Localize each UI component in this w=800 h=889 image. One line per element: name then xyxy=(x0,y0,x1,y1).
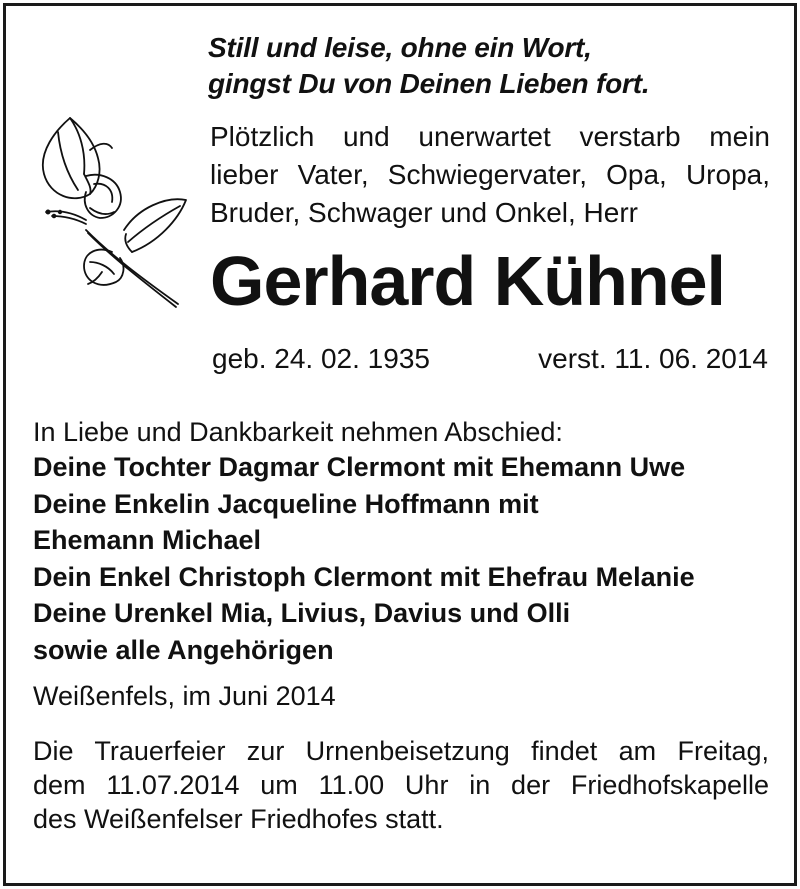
birth-date: geb. 24. 02. 1935 xyxy=(212,343,430,374)
service-line-2: dem 11.07.2014 um 11.00 Uhr in der Friedhofskapelle xyxy=(33,770,769,800)
poem xyxy=(208,30,649,102)
place-and-date: Weißenfels, im Juni 2014 xyxy=(33,681,336,711)
poem-line-2: gingst Du von Deinen Lieben fort. xyxy=(208,68,650,99)
death-announcement xyxy=(210,118,770,232)
mourner-line: Deine Enkelin Jacqueline Hoffmann mit xyxy=(33,488,539,519)
mourner-line: Deine Urenkel Mia, Livius, Davius und Olli xyxy=(33,598,571,628)
mourner-line: Dein Enkel Christoph Clermont mit Ehefrau Melanie xyxy=(33,561,695,592)
poem-line-1: Still und leise, ohne ein Wort, xyxy=(208,32,592,63)
announcement-line-3: Bruder, Schwager und Onkel, Herr xyxy=(210,197,638,228)
mourners-list xyxy=(33,449,695,668)
announcement-line-1: Plötzlich und unerwartet verstarb mein xyxy=(210,121,770,152)
mourner-line: sowie alle Angehörigen xyxy=(33,634,334,665)
calla-lily-icon xyxy=(28,112,200,312)
announcement-line-2: lieber Vater, Schwiegervater, Opa, Uropa, xyxy=(210,159,770,190)
mourner-line: Ehemann Michael xyxy=(33,525,262,555)
funeral-service-info xyxy=(33,734,769,836)
service-line-1: Die Trauerfeier zur Urnenbeisetzung findet am Freitag, xyxy=(33,736,769,766)
life-dates xyxy=(212,341,768,377)
death-date: verst. 11. 06. 2014 xyxy=(538,343,768,374)
mourners-intro: In Liebe und Dankbarkeit nehmen Abschied: xyxy=(33,417,563,447)
service-line-3: des Weißenfelser Friedhofes statt. xyxy=(33,804,444,834)
mourner-line: Deine Tochter Dagmar Clermont mit Ehemann Uwe xyxy=(33,452,686,482)
deceased-name: Gerhard Kühnel xyxy=(210,242,725,320)
